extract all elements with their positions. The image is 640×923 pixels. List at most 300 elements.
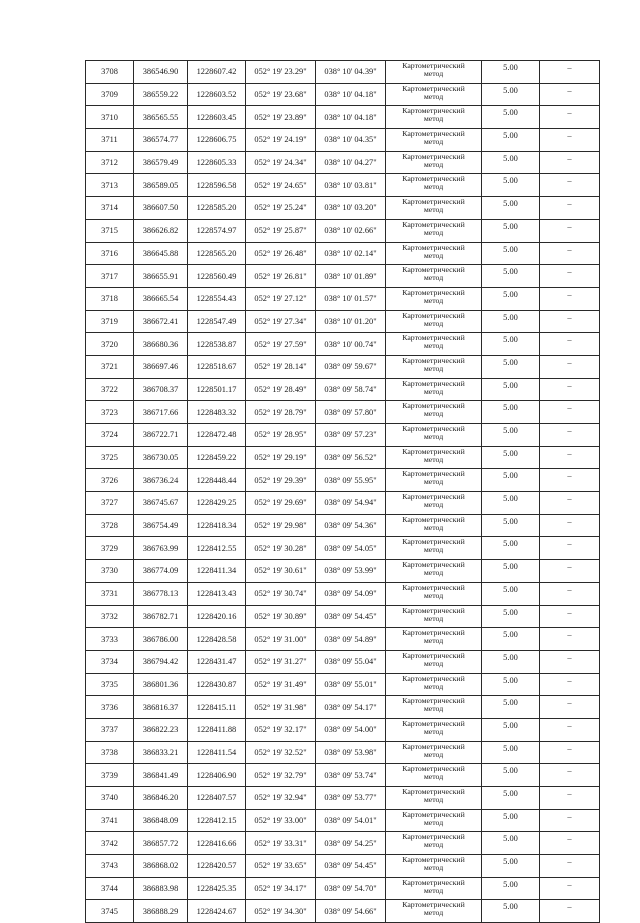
latitude-cell: 052° 19' 33.65" — [246, 855, 316, 878]
method-line-1: Картометрический — [402, 129, 465, 139]
longitude-cell: 038° 09' 54.45" — [316, 855, 386, 878]
longitude-cell: 038° 09' 54.17" — [316, 696, 386, 719]
method-line-2: метод — [423, 91, 444, 101]
latitude-cell: 052° 19' 25.87" — [246, 219, 316, 242]
table-row — [86, 628, 600, 651]
longitude-cell: 038° 09' 54.45" — [316, 605, 386, 628]
accuracy-cell: 5.00 — [482, 650, 540, 673]
table-row — [86, 855, 600, 878]
description-cell: – — [540, 650, 600, 673]
point-number-cell: 3741 — [86, 809, 134, 832]
latitude-cell: 052° 19' 29.98" — [246, 514, 316, 537]
table-row — [86, 287, 600, 310]
latitude-cell: 052° 19' 31.00" — [246, 628, 316, 651]
longitude-cell: 038° 09' 54.66" — [316, 900, 386, 923]
table-row — [86, 537, 600, 560]
method-line-2: метод — [423, 817, 444, 827]
table-row — [86, 469, 600, 492]
method-cell — [386, 514, 482, 537]
method-line-2: метод — [423, 295, 444, 305]
method-cell — [386, 129, 482, 152]
coord-y-cell: 1228424.67 — [188, 900, 246, 923]
table-row — [86, 582, 600, 605]
coord-x-cell: 386717.66 — [134, 401, 188, 424]
description-cell: – — [540, 537, 600, 560]
accuracy-cell: 5.00 — [482, 333, 540, 356]
method-cell — [386, 401, 482, 424]
description-cell: – — [540, 106, 600, 129]
accuracy-cell: 5.00 — [482, 741, 540, 764]
table-row — [86, 809, 600, 832]
point-number-cell: 3708 — [86, 61, 134, 84]
description-cell: – — [540, 900, 600, 923]
description-cell: – — [540, 855, 600, 878]
method-line-1: Картометрический — [402, 333, 465, 343]
longitude-cell: 038° 10' 02.14" — [316, 242, 386, 265]
method-cell — [386, 174, 482, 197]
accuracy-cell: 5.00 — [482, 492, 540, 515]
latitude-cell: 052° 19' 28.95" — [246, 424, 316, 447]
longitude-cell: 038° 09' 54.25" — [316, 832, 386, 855]
longitude-cell: 038° 10' 04.18" — [316, 106, 386, 129]
method-line-1: Картометрический — [402, 582, 465, 592]
table-row — [86, 151, 600, 174]
latitude-cell: 052° 19' 23.68" — [246, 83, 316, 106]
table-row — [86, 514, 600, 537]
description-cell: – — [540, 764, 600, 787]
accuracy-cell: 5.00 — [482, 355, 540, 378]
latitude-cell: 052° 19' 30.28" — [246, 537, 316, 560]
longitude-cell: 038° 09' 57.80" — [316, 401, 386, 424]
coord-y-cell: 1228415.11 — [188, 696, 246, 719]
longitude-cell: 038° 09' 59.67" — [316, 355, 386, 378]
accuracy-cell: 5.00 — [482, 197, 540, 220]
point-number-cell: 3727 — [86, 492, 134, 515]
latitude-cell: 052° 19' 31.98" — [246, 696, 316, 719]
accuracy-cell: 5.00 — [482, 764, 540, 787]
method-line-1: Картометрический — [402, 401, 465, 411]
coord-x-cell: 386816.37 — [134, 696, 188, 719]
latitude-cell: 052° 19' 30.89" — [246, 605, 316, 628]
latitude-cell: 052° 19' 25.24" — [246, 197, 316, 220]
accuracy-cell: 5.00 — [482, 378, 540, 401]
description-cell: – — [540, 61, 600, 84]
point-number-cell: 3713 — [86, 174, 134, 197]
point-number-cell: 3729 — [86, 537, 134, 560]
table-row — [86, 242, 600, 265]
latitude-cell: 052° 19' 29.19" — [246, 446, 316, 469]
point-number-cell: 3737 — [86, 718, 134, 741]
coord-y-cell: 1228425.35 — [188, 877, 246, 900]
description-cell: – — [540, 174, 600, 197]
latitude-cell: 052° 19' 32.17" — [246, 718, 316, 741]
table-row — [86, 310, 600, 333]
method-line-2: метод — [423, 840, 444, 850]
method-cell — [386, 197, 482, 220]
accuracy-cell: 5.00 — [482, 605, 540, 628]
table-row — [86, 83, 600, 106]
description-cell: – — [540, 424, 600, 447]
longitude-cell: 038° 09' 54.36" — [316, 514, 386, 537]
coord-y-cell: 1228416.66 — [188, 832, 246, 855]
method-line-1: Картометрический — [402, 355, 465, 365]
coord-x-cell: 386883.98 — [134, 877, 188, 900]
latitude-cell: 052° 19' 32.79" — [246, 764, 316, 787]
description-cell: – — [540, 242, 600, 265]
latitude-cell: 052° 19' 31.49" — [246, 673, 316, 696]
point-number-cell: 3722 — [86, 378, 134, 401]
coord-y-cell: 1228448.44 — [188, 469, 246, 492]
latitude-cell: 052° 19' 27.12" — [246, 287, 316, 310]
coord-x-cell: 386708.37 — [134, 378, 188, 401]
latitude-cell: 052° 19' 34.17" — [246, 877, 316, 900]
method-line-2: метод — [423, 500, 444, 510]
longitude-cell: 038° 10' 04.39" — [316, 61, 386, 84]
method-line-1: Картометрический — [402, 469, 465, 479]
point-number-cell: 3731 — [86, 582, 134, 605]
method-cell — [386, 333, 482, 356]
method-line-2: метод — [423, 205, 444, 215]
coord-x-cell: 386846.20 — [134, 787, 188, 810]
longitude-cell: 038° 10' 01.20" — [316, 310, 386, 333]
accuracy-cell: 5.00 — [482, 219, 540, 242]
description-cell: – — [540, 718, 600, 741]
point-number-cell: 3723 — [86, 401, 134, 424]
point-number-cell: 3720 — [86, 333, 134, 356]
accuracy-cell: 5.00 — [482, 106, 540, 129]
method-cell — [386, 424, 482, 447]
point-number-cell: 3732 — [86, 605, 134, 628]
method-line-1: Картометрический — [402, 106, 465, 116]
method-line-1: Картометрический — [402, 650, 465, 660]
method-line-1: Картометрический — [402, 83, 465, 93]
method-line-1: Картометрический — [402, 628, 465, 638]
method-line-2: метод — [423, 69, 444, 78]
description-cell: – — [540, 265, 600, 288]
longitude-cell: 038° 09' 54.94" — [316, 492, 386, 515]
table-row — [86, 560, 600, 583]
coord-y-cell: 1228411.54 — [188, 741, 246, 764]
table-row — [86, 741, 600, 764]
longitude-cell: 038° 10' 00.74" — [316, 333, 386, 356]
description-cell: – — [540, 514, 600, 537]
coord-y-cell: 1228596.58 — [188, 174, 246, 197]
accuracy-cell: 5.00 — [482, 582, 540, 605]
accuracy-cell: 5.00 — [482, 310, 540, 333]
longitude-cell: 038° 09' 53.74" — [316, 764, 386, 787]
accuracy-cell: 5.00 — [482, 242, 540, 265]
method-line-1: Картометрический — [402, 242, 465, 252]
longitude-cell: 038° 09' 55.04" — [316, 650, 386, 673]
method-cell — [386, 718, 482, 741]
method-line-2: метод — [423, 386, 444, 396]
method-cell — [386, 764, 482, 787]
method-cell — [386, 492, 482, 515]
method-line-2: метод — [423, 636, 444, 646]
table-row — [86, 877, 600, 900]
table-row — [86, 197, 600, 220]
table-row — [86, 61, 600, 84]
method-line-1: Картометрический — [402, 197, 465, 207]
latitude-cell: 052° 19' 24.34" — [246, 151, 316, 174]
method-line-2: метод — [423, 114, 444, 124]
method-cell — [386, 696, 482, 719]
coord-x-cell: 386665.54 — [134, 287, 188, 310]
longitude-cell: 038° 10' 03.81" — [316, 174, 386, 197]
method-line-2: метод — [423, 885, 444, 895]
point-number-cell: 3744 — [86, 877, 134, 900]
method-line-1: Картометрический — [402, 61, 465, 70]
method-line-1: Картометрический — [402, 151, 465, 161]
coord-x-cell: 386697.46 — [134, 355, 188, 378]
coord-y-cell: 1228412.15 — [188, 809, 246, 832]
accuracy-cell: 5.00 — [482, 900, 540, 923]
method-line-1: Картометрический — [402, 287, 465, 297]
coord-x-cell: 386589.05 — [134, 174, 188, 197]
coord-x-cell: 386607.50 — [134, 197, 188, 220]
point-number-cell: 3738 — [86, 741, 134, 764]
method-line-2: метод — [423, 704, 444, 714]
point-number-cell: 3728 — [86, 514, 134, 537]
method-line-2: метод — [423, 726, 444, 736]
coord-x-cell: 386579.49 — [134, 151, 188, 174]
longitude-cell: 038° 09' 56.52" — [316, 446, 386, 469]
accuracy-cell: 5.00 — [482, 265, 540, 288]
method-cell — [386, 560, 482, 583]
coord-y-cell: 1228606.75 — [188, 129, 246, 152]
method-line-1: Картометрический — [402, 424, 465, 433]
table-row — [86, 673, 600, 696]
method-line-2: метод — [423, 273, 444, 283]
description-cell: – — [540, 287, 600, 310]
point-number-cell: 3715 — [86, 219, 134, 242]
coord-y-cell: 1228418.34 — [188, 514, 246, 537]
accuracy-cell: 5.00 — [482, 628, 540, 651]
description-cell: – — [540, 378, 600, 401]
description-cell: – — [540, 401, 600, 424]
description-cell: – — [540, 492, 600, 515]
method-cell — [386, 809, 482, 832]
coord-y-cell: 1228412.55 — [188, 537, 246, 560]
coord-x-cell: 386822.23 — [134, 718, 188, 741]
coord-y-cell: 1228407.57 — [188, 787, 246, 810]
method-line-2: метод — [423, 454, 444, 464]
coord-y-cell: 1228420.16 — [188, 605, 246, 628]
method-line-2: метод — [423, 409, 444, 419]
coord-y-cell: 1228413.43 — [188, 582, 246, 605]
point-number-cell: 3730 — [86, 560, 134, 583]
coord-y-cell: 1228429.25 — [188, 492, 246, 515]
longitude-cell: 038° 10' 01.89" — [316, 265, 386, 288]
method-line-1: Картометрический — [402, 696, 465, 706]
coord-y-cell: 1228605.33 — [188, 151, 246, 174]
accuracy-cell: 5.00 — [482, 446, 540, 469]
method-line-2: метод — [423, 432, 444, 441]
latitude-cell: 052° 19' 27.59" — [246, 333, 316, 356]
point-number-cell: 3714 — [86, 197, 134, 220]
method-cell — [386, 219, 482, 242]
latitude-cell: 052° 19' 27.34" — [246, 310, 316, 333]
longitude-cell: 038° 09' 55.01" — [316, 673, 386, 696]
coord-x-cell: 386778.13 — [134, 582, 188, 605]
accuracy-cell: 5.00 — [482, 696, 540, 719]
method-line-2: метод — [423, 613, 444, 623]
method-line-2: метод — [423, 250, 444, 260]
coord-x-cell: 386559.22 — [134, 83, 188, 106]
description-cell: – — [540, 355, 600, 378]
method-cell — [386, 446, 482, 469]
longitude-cell: 038° 09' 54.09" — [316, 582, 386, 605]
longitude-cell: 038° 10' 04.18" — [316, 83, 386, 106]
coord-x-cell: 386655.91 — [134, 265, 188, 288]
longitude-cell: 038° 10' 04.27" — [316, 151, 386, 174]
description-cell: – — [540, 469, 600, 492]
method-line-1: Картометрический — [402, 310, 465, 320]
coord-x-cell: 386672.41 — [134, 310, 188, 333]
longitude-cell: 038° 10' 01.57" — [316, 287, 386, 310]
coord-x-cell: 386782.71 — [134, 605, 188, 628]
longitude-cell: 038° 10' 04.35" — [316, 129, 386, 152]
description-cell: – — [540, 151, 600, 174]
latitude-cell: 052° 19' 26.81" — [246, 265, 316, 288]
coord-y-cell: 1228565.20 — [188, 242, 246, 265]
latitude-cell: 052° 19' 23.29" — [246, 61, 316, 84]
description-cell: – — [540, 446, 600, 469]
method-cell — [386, 537, 482, 560]
coord-x-cell: 386754.49 — [134, 514, 188, 537]
latitude-cell: 052° 19' 31.27" — [246, 650, 316, 673]
table-row — [86, 446, 600, 469]
description-cell: – — [540, 560, 600, 583]
point-number-cell: 3745 — [86, 900, 134, 923]
coord-y-cell: 1228603.52 — [188, 83, 246, 106]
latitude-cell: 052° 19' 24.65" — [246, 174, 316, 197]
method-line-1: Картометрический — [402, 174, 465, 184]
longitude-cell: 038° 09' 54.05" — [316, 537, 386, 560]
method-line-1: Картометрический — [402, 741, 465, 751]
method-line-1: Картометрический — [402, 718, 465, 728]
method-cell — [386, 877, 482, 900]
coord-y-cell: 1228459.22 — [188, 446, 246, 469]
table-row — [86, 605, 600, 628]
accuracy-cell: 5.00 — [482, 514, 540, 537]
method-line-2: метод — [423, 159, 444, 169]
coord-y-cell: 1228547.49 — [188, 310, 246, 333]
coord-x-cell: 386763.99 — [134, 537, 188, 560]
coord-y-cell: 1228501.17 — [188, 378, 246, 401]
point-number-cell: 3735 — [86, 673, 134, 696]
method-line-1: Картометрический — [402, 900, 465, 910]
accuracy-cell: 5.00 — [482, 787, 540, 810]
description-cell: – — [540, 673, 600, 696]
description-cell: – — [540, 741, 600, 764]
method-line-2: метод — [423, 590, 444, 600]
table-row — [86, 787, 600, 810]
coord-x-cell: 386546.90 — [134, 61, 188, 84]
method-line-1: Картометрический — [402, 492, 465, 502]
method-cell — [386, 310, 482, 333]
point-number-cell: 3710 — [86, 106, 134, 129]
description-cell: – — [540, 628, 600, 651]
method-line-1: Картометрический — [402, 378, 465, 388]
description-cell: – — [540, 809, 600, 832]
point-number-cell: 3712 — [86, 151, 134, 174]
point-number-cell: 3724 — [86, 424, 134, 447]
longitude-cell: 038° 09' 54.89" — [316, 628, 386, 651]
accuracy-cell: 5.00 — [482, 855, 540, 878]
longitude-cell: 038° 09' 54.70" — [316, 877, 386, 900]
point-number-cell: 3725 — [86, 446, 134, 469]
method-cell — [386, 787, 482, 810]
method-cell — [386, 469, 482, 492]
coord-y-cell: 1228483.32 — [188, 401, 246, 424]
latitude-cell: 052° 19' 33.00" — [246, 809, 316, 832]
accuracy-cell: 5.00 — [482, 877, 540, 900]
coord-y-cell: 1228430.87 — [188, 673, 246, 696]
table-row — [86, 378, 600, 401]
point-number-cell: 3743 — [86, 855, 134, 878]
latitude-cell: 052° 19' 34.30" — [246, 900, 316, 923]
table-row — [86, 424, 600, 447]
accuracy-cell: 5.00 — [482, 401, 540, 424]
method-cell — [386, 673, 482, 696]
coord-x-cell: 386841.49 — [134, 764, 188, 787]
coord-y-cell: 1228431.47 — [188, 650, 246, 673]
method-cell — [386, 741, 482, 764]
method-line-2: метод — [423, 137, 444, 147]
longitude-cell: 038° 09' 58.74" — [316, 378, 386, 401]
point-number-cell: 3721 — [86, 355, 134, 378]
description-cell: – — [540, 832, 600, 855]
accuracy-cell: 5.00 — [482, 151, 540, 174]
method-line-2: метод — [423, 749, 444, 759]
method-cell — [386, 151, 482, 174]
coord-y-cell: 1228554.43 — [188, 287, 246, 310]
method-line-2: метод — [423, 227, 444, 237]
latitude-cell: 052° 19' 32.52" — [246, 741, 316, 764]
coord-x-cell: 386868.02 — [134, 855, 188, 878]
accuracy-cell: 5.00 — [482, 174, 540, 197]
coord-x-cell: 386888.29 — [134, 900, 188, 923]
method-cell — [386, 855, 482, 878]
longitude-cell: 038° 09' 53.99" — [316, 560, 386, 583]
method-line-2: метод — [423, 908, 444, 918]
latitude-cell: 052° 19' 32.94" — [246, 787, 316, 810]
coord-x-cell: 386626.82 — [134, 219, 188, 242]
coordinates-table-body — [86, 61, 600, 923]
point-number-cell: 3711 — [86, 129, 134, 152]
coord-y-cell: 1228518.67 — [188, 355, 246, 378]
latitude-cell: 052° 19' 30.74" — [246, 582, 316, 605]
coord-y-cell: 1228411.34 — [188, 560, 246, 583]
accuracy-cell: 5.00 — [482, 673, 540, 696]
table-row — [86, 401, 600, 424]
accuracy-cell: 5.00 — [482, 287, 540, 310]
method-line-1: Картометрический — [402, 877, 465, 887]
method-line-2: метод — [423, 795, 444, 804]
table-row — [86, 219, 600, 242]
coord-y-cell: 1228472.48 — [188, 424, 246, 447]
method-cell — [386, 61, 482, 84]
method-line-2: метод — [423, 863, 444, 873]
coord-x-cell: 386833.21 — [134, 741, 188, 764]
method-line-1: Картометрический — [402, 446, 465, 456]
method-cell — [386, 832, 482, 855]
point-number-cell: 3739 — [86, 764, 134, 787]
coord-x-cell: 386645.88 — [134, 242, 188, 265]
coord-x-cell: 386774.09 — [134, 560, 188, 583]
point-number-cell: 3733 — [86, 628, 134, 651]
